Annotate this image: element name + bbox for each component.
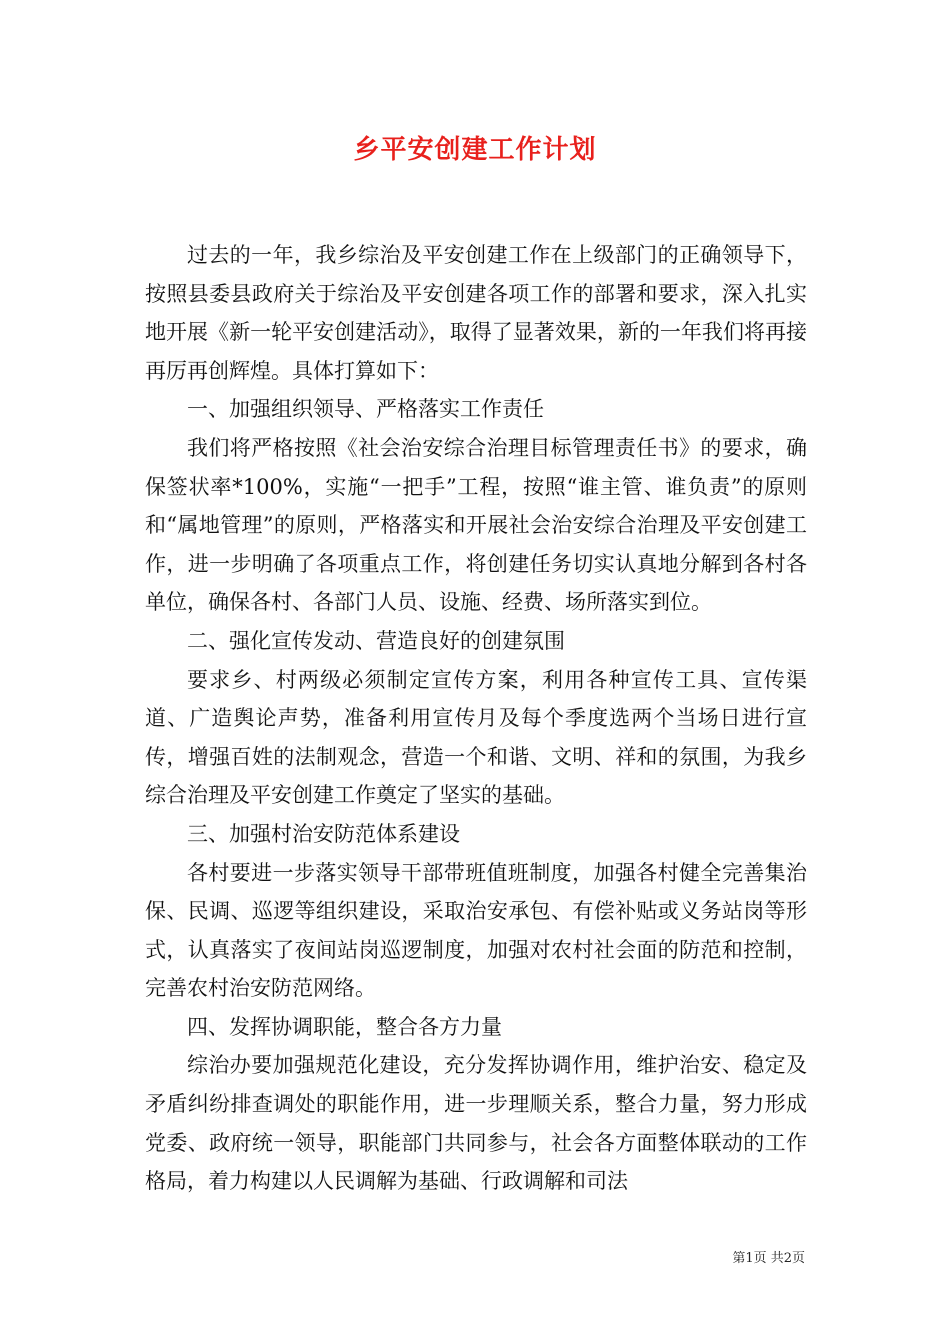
section-heading-3: 三、加强村治安防范体系建设 — [187, 821, 460, 846]
document-body — [145, 236, 807, 1201]
paragraph-section-3: 各村要进一步落实领导干部带班值班制度，加强各村健全完善集治保、民调、巡逻等组织建设，采取治安承包、有偿补贴或义务站岗等形式，认真落实了夜间站岗巡逻制度，加强对农村社会面的防范和控制，完善农村治安防范网络。 — [145, 860, 807, 1001]
paragraph-section-2: 要求乡、村两级必须制定宣传方案，利用各种宣传工具、宣传渠道、广造舆论声势，准备利用宣传月及每个季度选两个当场日进行宣传，增强百姓的法制观念，营造一个和谐、文明、祥和的氛围，为我乡综合治理及平安创建工作奠定了坚实的基础。 — [145, 667, 807, 808]
page-number-footer: 第1页 共2页 — [732, 1251, 805, 1266]
section-heading-2: 二、强化宣传发动、营造良好的创建氛围 — [187, 628, 565, 653]
document-title: 乡平安创建工作计划 — [353, 135, 597, 165]
section-heading-1: 一、加强组织领导、严格落实工作责任 — [187, 397, 544, 422]
paragraph-section-4: 综治办要加强规范化建设，充分发挥协调作用，维护治安、稳定及矛盾纠纷排查调处的职能作用，进一步理顺关系，整合力量，努力形成党委、政府统一领导，职能部门共同参与，社会各方面整体联动的工作格局，着力构建以人民调解为基础、行政调解和司法 — [145, 1053, 807, 1194]
section-heading-4: 四、发挥协调职能，整合各方力量 — [187, 1014, 502, 1039]
paragraph-section-1: 我们将严格按照《社会治安综合治理目标管理责任书》的要求，确保签状率*100%，实施“一把手”工程，按照“谁主管、谁负责”的原则和“属地管理”的原则，严格落实和开展社会治安综合治理及平安创建工作，进一步明确了各项重点工作，将创建任务切实认真地分解到各村各单位，确保各村、各部门人员、设施、经费、场所落实到位。 — [145, 435, 807, 615]
paragraph-intro: 过去的一年，我乡综治及平安创建工作在上级部门的正确领导下，按照县委县政府关于综治及平安创建各项工作的部署和要求，深入扎实地开展《新一轮平安创建活动》，取得了显著效果，新的一年我们将再接再厉再创辉煌。具体打算如下： — [145, 243, 807, 383]
